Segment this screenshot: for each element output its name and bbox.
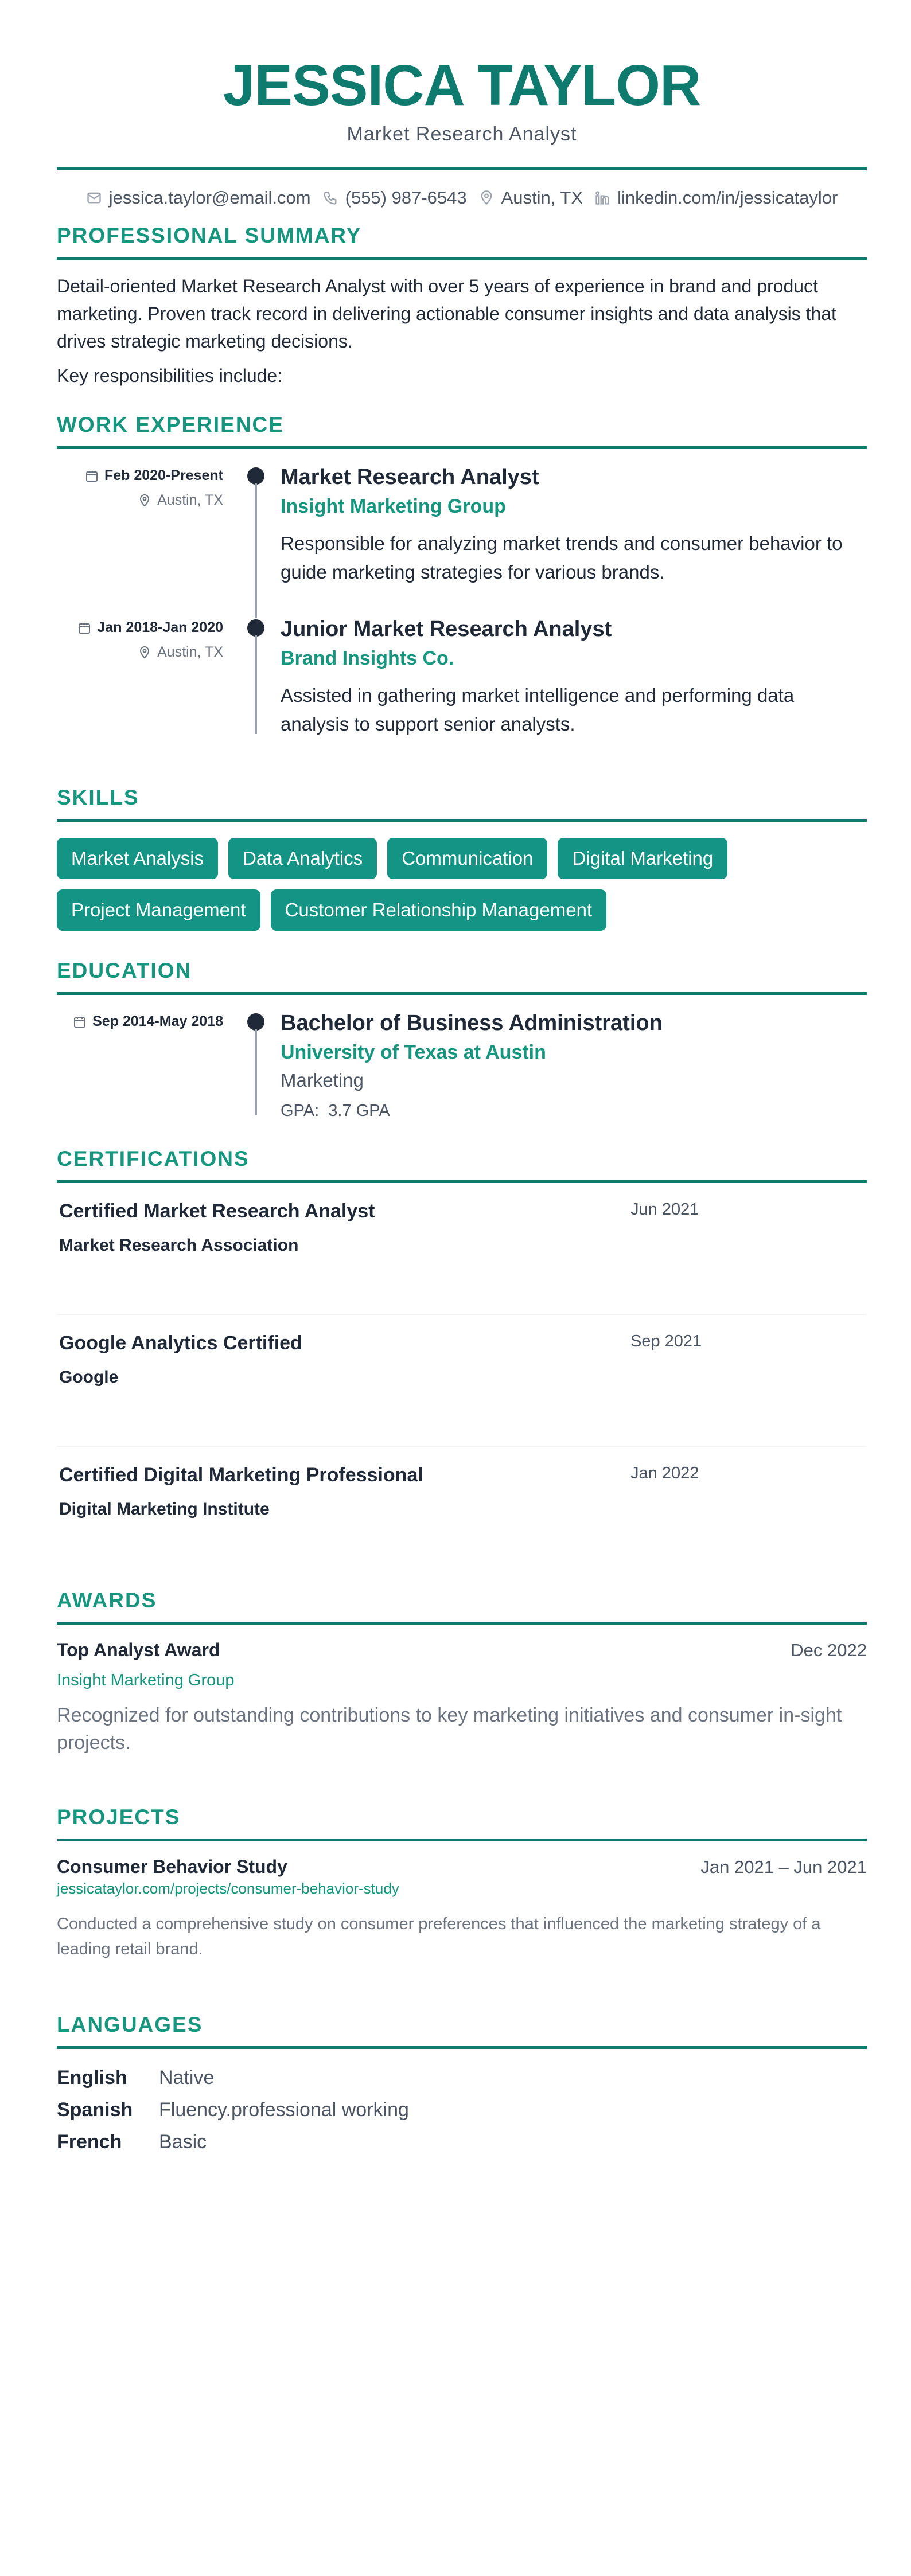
project-date: Jan 2021 – Jun 2021 bbox=[700, 1857, 867, 1877]
calendar-icon bbox=[73, 1015, 87, 1029]
skills-section bbox=[57, 786, 867, 931]
language-item bbox=[57, 2062, 867, 2094]
resume-header bbox=[57, 0, 867, 146]
certification-issuer: Google bbox=[59, 1368, 119, 1387]
education-divider bbox=[57, 992, 867, 995]
gpa-label: GPA: bbox=[281, 1102, 320, 1120]
responsibilities-label: Key responsibilities include: bbox=[57, 365, 283, 386]
degree-title: Bachelor of Business Administration bbox=[281, 1011, 663, 1035]
phone-icon bbox=[322, 190, 338, 206]
map-pin-icon bbox=[138, 646, 151, 659]
job-description: Responsible for analyzing market trends and consumer behavior to guide marketing strategies for various brands. bbox=[281, 533, 843, 583]
projects-section bbox=[57, 1805, 867, 1962]
language-level: Native bbox=[159, 2066, 215, 2089]
certification-date: Sep 2021 bbox=[630, 1332, 702, 1351]
skills-heading: SKILLS bbox=[57, 786, 139, 809]
languages-heading: LANGUAGES bbox=[57, 2013, 203, 2036]
contact-phone[interactable] bbox=[322, 188, 467, 208]
phone-text: (555) 987-6543 bbox=[345, 188, 467, 208]
timeline-line bbox=[255, 1029, 257, 1115]
awards-section bbox=[57, 1588, 867, 1757]
job-title: Market Research Analyst bbox=[281, 465, 539, 489]
calendar-icon bbox=[85, 469, 99, 483]
certification-issuer: Digital Marketing Institute bbox=[59, 1500, 270, 1519]
summary-heading: PROFESSIONAL SUMMARY bbox=[57, 224, 362, 247]
language-level: Fluency.professional working bbox=[159, 2098, 409, 2121]
experience-divider bbox=[57, 446, 867, 449]
certifications-section bbox=[57, 1147, 867, 1578]
certification-entry bbox=[57, 1447, 867, 1578]
location-text: Austin, TX bbox=[501, 188, 583, 208]
project-description: Conducted a comprehensive study on consumer preferences that influenced the marketing strategy of a leading retail brand. bbox=[57, 1915, 821, 1958]
timeline-line bbox=[255, 483, 257, 618]
job-entry bbox=[57, 466, 867, 618]
mail-icon bbox=[86, 190, 102, 206]
timeline-line bbox=[255, 635, 257, 734]
school-name: University of Texas at Austin bbox=[281, 1041, 546, 1063]
resume-content bbox=[57, 0, 867, 2153]
skill-tag: Market Analysis bbox=[57, 838, 218, 879]
gpa bbox=[281, 1102, 867, 1121]
awards-heading: AWARDS bbox=[57, 1588, 157, 1612]
linkedin-text: linkedin.com/in/jessicataylor bbox=[617, 188, 838, 208]
timeline-dot bbox=[247, 467, 264, 485]
job-location-text: Austin, TX bbox=[157, 492, 223, 508]
skill-tag: Project Management bbox=[57, 889, 260, 931]
job-entry bbox=[57, 618, 867, 753]
education-section bbox=[57, 959, 867, 1144]
certification-entry bbox=[57, 1315, 867, 1447]
award-description: Recognized for outstanding contributions to key marketing initiatives and consumer in-sight projects. bbox=[57, 1704, 842, 1754]
projects-heading: PROJECTS bbox=[57, 1805, 181, 1829]
education-details bbox=[281, 1011, 867, 1121]
award-header bbox=[57, 1640, 867, 1661]
certification-name: Google Analytics Certified bbox=[59, 1332, 302, 1354]
candidate-name: JESSICA TAYLOR bbox=[223, 53, 701, 118]
projects-divider bbox=[57, 1839, 867, 1841]
skill-tag: Communication bbox=[387, 838, 547, 879]
contact-email[interactable] bbox=[86, 188, 311, 208]
summary-section bbox=[57, 224, 867, 389]
project-name: Consumer Behavior Study bbox=[57, 1856, 287, 1877]
summary-divider bbox=[57, 257, 867, 260]
summary-text: Detail-oriented Market Research Analyst with over 5 years of experience in brand and product marketing. Proven track record in delivering actionable consumer insights and data analysis that drives strategic marketing decisions. bbox=[57, 276, 836, 352]
job-date-text: Jan 2018-Jan 2020 bbox=[97, 619, 223, 635]
field-of-study: Marketing bbox=[281, 1070, 364, 1091]
certifications-heading: CERTIFICATIONS bbox=[57, 1147, 250, 1170]
language-list bbox=[57, 2062, 867, 2158]
job-location bbox=[57, 492, 223, 509]
timeline-dot bbox=[247, 619, 264, 637]
language-name: Spanish bbox=[57, 2098, 133, 2121]
award-name: Top Analyst Award bbox=[57, 1640, 220, 1660]
experience-section bbox=[57, 413, 867, 753]
project-header bbox=[57, 1856, 867, 1878]
skill-tag: Data Analytics bbox=[228, 838, 377, 879]
job-meta bbox=[57, 467, 223, 509]
language-item bbox=[57, 2094, 867, 2126]
language-level: Basic bbox=[159, 2130, 207, 2153]
job-date bbox=[57, 467, 223, 484]
job-company: Insight Marketing Group bbox=[281, 495, 506, 517]
contact-location bbox=[478, 188, 583, 208]
education-date bbox=[57, 1013, 223, 1030]
job-date-text: Feb 2020-Present bbox=[104, 467, 223, 483]
job-location-text: Austin, TX bbox=[157, 644, 223, 660]
skill-tag: Customer Relationship Management bbox=[271, 889, 607, 931]
awards-divider bbox=[57, 1622, 867, 1625]
gpa-value: 3.7 GPA bbox=[328, 1102, 390, 1120]
certification-date: Jun 2021 bbox=[630, 1200, 699, 1219]
calendar-icon bbox=[77, 621, 91, 635]
contact-linkedin[interactable] bbox=[594, 188, 838, 208]
job-location bbox=[57, 644, 223, 661]
candidate-headline: Market Research Analyst bbox=[347, 123, 577, 145]
timeline-dot bbox=[247, 1013, 264, 1031]
education-date-text: Sep 2014-May 2018 bbox=[92, 1013, 223, 1029]
project-link[interactable]: jessicataylor.com/projects/consumer-behavior-study bbox=[57, 1880, 399, 1897]
certification-name: Certified Digital Marketing Professional bbox=[59, 1464, 423, 1486]
job-title: Junior Market Research Analyst bbox=[281, 617, 612, 641]
language-name: English bbox=[57, 2066, 127, 2089]
skill-tag: Digital Marketing bbox=[558, 838, 727, 879]
skills-list bbox=[57, 838, 867, 931]
email-text: jessica.taylor@email.com bbox=[108, 188, 311, 208]
language-name: French bbox=[57, 2130, 122, 2153]
job-details bbox=[281, 465, 867, 587]
education-meta bbox=[57, 1013, 223, 1030]
map-pin-icon bbox=[478, 190, 495, 206]
language-item bbox=[57, 2126, 867, 2158]
certification-entry bbox=[57, 1183, 867, 1315]
award-issuer: Insight Marketing Group bbox=[57, 1671, 235, 1689]
contact-bar bbox=[57, 170, 867, 225]
job-details bbox=[281, 617, 867, 739]
languages-divider bbox=[57, 2046, 867, 2049]
certification-name: Certified Market Research Analyst bbox=[59, 1200, 375, 1222]
job-description: Assisted in gathering market intelligence and performing data analysis to support senior analysts. bbox=[281, 685, 795, 735]
education-heading: EDUCATION bbox=[57, 959, 192, 982]
job-meta bbox=[57, 619, 223, 661]
job-date bbox=[57, 619, 223, 636]
education-entry bbox=[57, 1012, 867, 1144]
map-pin-icon bbox=[138, 494, 151, 508]
award-date: Dec 2022 bbox=[791, 1640, 867, 1660]
certification-date: Jan 2022 bbox=[630, 1464, 699, 1482]
job-company: Brand Insights Co. bbox=[281, 647, 454, 669]
linkedin-icon bbox=[594, 190, 610, 206]
languages-section bbox=[57, 2013, 867, 2158]
certification-issuer: Market Research Association bbox=[59, 1236, 299, 1255]
skills-divider bbox=[57, 819, 867, 822]
experience-heading: WORK EXPERIENCE bbox=[57, 413, 284, 436]
